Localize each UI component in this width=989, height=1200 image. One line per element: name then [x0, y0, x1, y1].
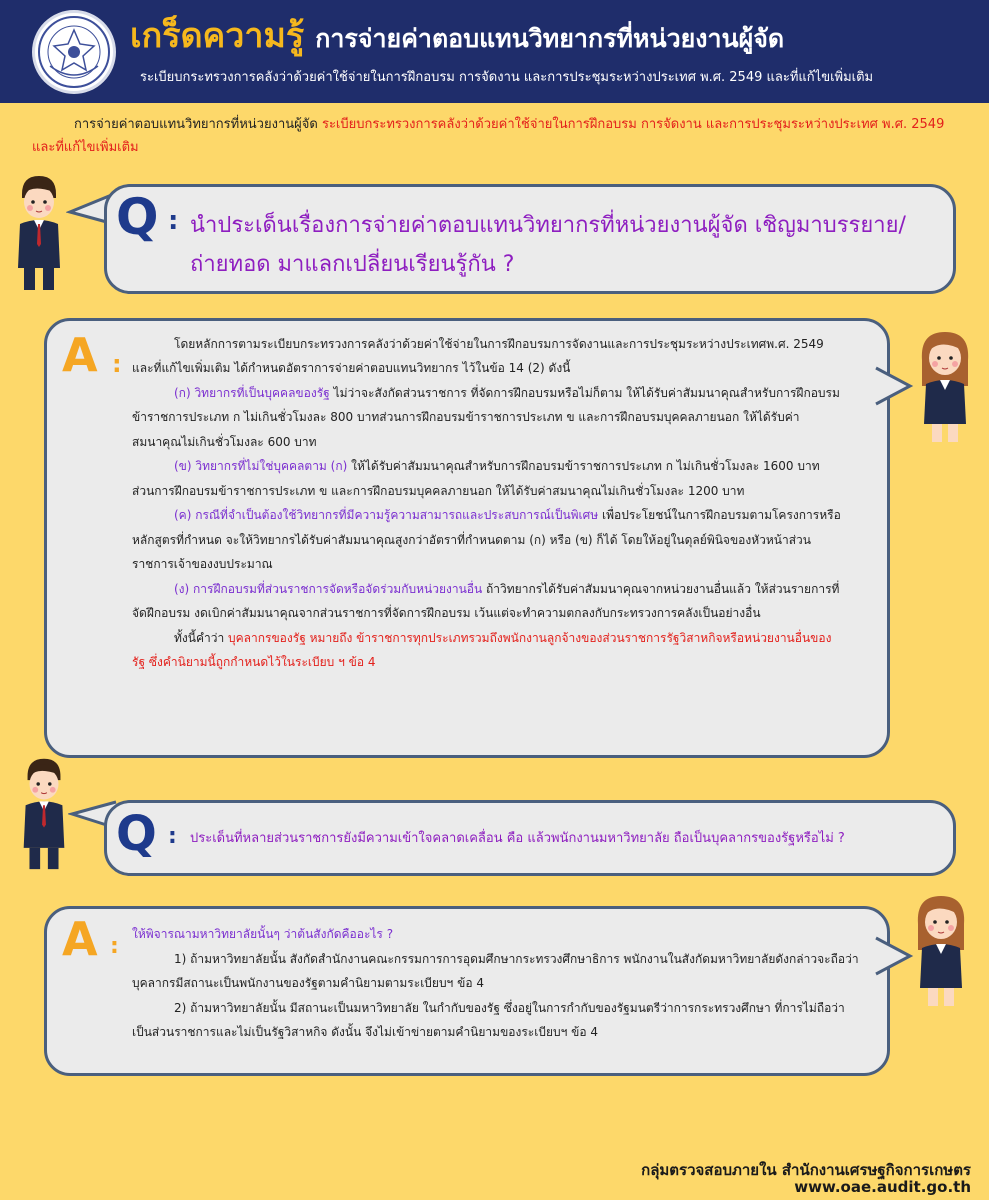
a1-note-lead: ทั้งนี้คำว่า	[174, 630, 225, 645]
a1-answer-text	[132, 332, 844, 675]
a2-item-2: 2) ถ้ามหาวิทยาลัยนั้น มีสถานะเป็นมหาวิทยาลัย ในกำกับของรัฐ ซึ่งอยู่ในการกำกับของรัฐมนตรีว่าการกระทรวงศึกษา ที่การไม่ถือว่าเป็นส่วนราชการและไม่เป็นรัฐวิสาหกิจ ดังนั้น จึงไม่เข้าข่ายตามคำนิยามของระเบียบฯ ข้อ 4	[132, 1000, 845, 1040]
header-subtitle: ระเบียบกระทรวงการคลังว่าด้วยค่าใช้จ่ายในการฝึกอบรม การจัดงาน และการประชุมระหว่างประเทศ พ.ศ. 2549 และที่แก้ไขเพิ่มเติม	[140, 70, 874, 85]
a1-item-kho-head: (ค) กรณีที่จำเป็นต้องใช้วิทยากรที่มีความรู้ความสามารถและประสบการณ์เป็นพิเศษ	[174, 508, 599, 523]
man-character-icon	[14, 754, 74, 876]
woman-character-icon	[906, 890, 976, 1012]
a1-note	[132, 626, 844, 675]
agency-seal-logo	[32, 10, 116, 94]
footer-website-link[interactable]: www.oae.audit.go.th	[794, 1178, 971, 1196]
footer-organization: กลุ่มตรวจสอบภายใน สำนักงานเศรษฐกิจการเกษตร	[641, 1161, 971, 1179]
intro-paragraph	[32, 114, 962, 160]
a2-answer-text	[132, 922, 862, 1045]
intro-lead: การจ่ายค่าตอบแทนวิทยากรที่หน่วยงานผู้จัด	[74, 117, 318, 132]
a2-colon: :	[110, 934, 119, 959]
header-banner	[0, 0, 989, 103]
a1-note-definition: บุคลากรของรัฐ หมายถึง ข้าราชการทุกประเภทรวมถึงพนักงานลูกจ้างของส่วนราชการรัฐวิสาหกิจหรือหน่วยงานอื่นของรัฐ ซึ่งคำนิยามนี้ถูกกำหนดไว้ในระเบียบ ฯ ข้อ 4	[132, 630, 832, 670]
brand-title: เกร็ดความรู้	[130, 16, 305, 56]
man-character-icon	[8, 172, 70, 296]
q2-mark: Q	[116, 806, 157, 862]
page-title: การจ่ายค่าตอบแทนวิทยากรที่หน่วยงานผู้จัด	[315, 24, 785, 53]
q2-colon: :	[168, 824, 177, 849]
a1-item-ng	[132, 577, 844, 626]
intro-regulation: ระเบียบกระทรวงการคลังว่าด้วยค่าใช้จ่ายในการฝึกอบรม การจัดงาน และการประชุมระหว่างประเทศ พ.ศ. 2549 และที่แก้ไขเพิ่มเติม	[32, 117, 945, 155]
a1-item-k	[132, 381, 844, 454]
header-title-row	[130, 8, 784, 62]
q1-mark: Q	[116, 188, 159, 246]
a1-item-kh-body: ให้ได้รับค่าสัมมนาคุณสำหรับการฝึกอบรมข้าราชการประเภท ก ไม่เกินชั่วโมงละ 1600 บาท ส่วนการฝึกอบรมข้าราชการประเภท ข และการฝึกอบรมบุคคลภายนอก ให้ได้รับค่าสมนาคุณไม่เกินชั่วโมงละ 1200 บาท	[132, 459, 820, 498]
a1-mark: A	[62, 328, 98, 382]
a1-item-kh-head: (ข) วิทยากรที่ไม่ใช่บุคคลตาม (ก)	[174, 459, 348, 474]
a1-colon: :	[112, 350, 122, 378]
a1-item-kho	[132, 503, 844, 576]
q1-colon: :	[168, 206, 179, 236]
a1-item-k-head: (ก) วิทยากรที่เป็นบุคคลของรัฐ	[174, 385, 330, 400]
a1-bubble-tail	[874, 364, 914, 410]
q1-question-text: นำประเด็นเรื่องการจ่ายค่าตอบแทนวิทยากรที่หน่วยงานผู้จัด เชิญมาบรรยาย/ถ่ายทอด มาแลกเปลี่ยนเรียนรู้กัน ?	[190, 213, 906, 278]
a2-item-1: 1) ถ้ามหาวิทยาลัยนั้น สังกัดสำนักงานคณะกรรมการการอุดมศึกษากระทรวงศึกษาธิการ พนักงานในสังกัดมหาวิทยาลัยดังกล่าวจะถือว่าบุคลากรมีสถานะเป็นพนักงานของรัฐตามคำนิยามตามระเบียบฯ ข้อ 4	[132, 951, 859, 991]
a1-item-k-body: ไม่ว่าจะสังกัดส่วนราชการ ที่จัดการฝึกอบรมหรือไม่ก็ตาม ให้ได้รับค่าสัมมนาคุณสำหรับการฝึกอบรมข้าราชการประเภท ก ไม่เกินชั่วโมงละ 800 บาทส่วนการฝึกอบรมข้าราชการประเภท ข และการฝึกอบรมบุคคลภายนอก ให้ได้รับค่าสมนาคุณไม่เกินชั่วโมงละ 600 บาท	[132, 385, 840, 449]
q2-question-text: ประเด็นที่หลายส่วนราชการยังมีความเข้าใจคลาดเคลื่อน คือ แล้วพนักงานมหาวิทยาลัย ถือเป็นบุคลากรของรัฐหรือไม่ ?	[190, 831, 845, 846]
a1-item-kho-body: เพื่อประโยชน์ในการฝึกอบรมตามโครงการหรือหลักสูตรที่กำหนด จะให้วิทยากรได้รับค่าสัมมนาคุณสูงกว่าอัตราที่กำหนดตาม (ก) หรือ (ข) ก็ได้ โดยให้อยู่ในดุลย์พินิจของหัวหน้าส่วนราชการเจ้าของงบประมาณ	[132, 508, 841, 572]
a1-item-ng-head: (ง) การฝึกอบรมที่ส่วนราชการจัดหรือจัดร่วมกับหน่วยงานอื่น	[174, 581, 483, 596]
a2-mark: A	[62, 912, 98, 966]
woman-character-icon	[910, 326, 980, 448]
a1-item-ng-body: ถ้าวิทยากรได้รับค่าสัมมนาคุณจากหน่วยงานอื่นแล้ว ให้ส่วนรายการที่จัดฝึกอบรม งดเบิกค่าสัมมนาคุณจากส่วนราชการที่จัดการฝึกอบรม เว้นแต่จะทำความตกลงกับกระทรวงการคลังเป็นอย่างอื่น	[132, 581, 840, 621]
a1-paragraph-1: โดยหลักการตามระเบียบกระทรวงการคลังว่าด้วยค่าใช้จ่ายในการฝึกอบรมการจัดงานและการประชุมระหว่างประเทศพ.ศ. 2549 และที่แก้ไขเพิ่มเติม ได้กำหนดอัตราการจ่ายค่าตอบแทนวิทยากร ไว้ในข้อ 14 (2) ดังนี้	[132, 337, 824, 376]
a1-item-kh	[132, 454, 844, 503]
a2-lead: ให้พิจารณามหาวิทยาลัยนั้นๆ ว่าต้นสังกัดคืออะไร ?	[132, 927, 394, 941]
